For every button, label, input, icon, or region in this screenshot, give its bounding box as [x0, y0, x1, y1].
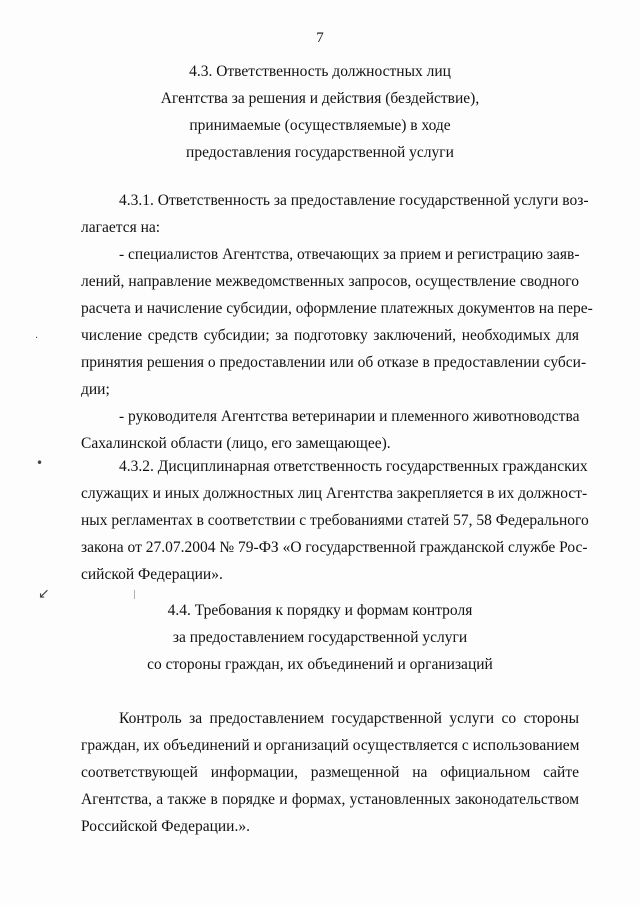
paragraph-control [81, 705, 579, 840]
text-line: соответствующей информации, размещенной на официальном сайте [81, 764, 579, 781]
heading-line: 4.4. Требования к порядку и формам контроля [167, 602, 473, 619]
heading-line: предоставления государственной услуги [186, 144, 454, 161]
text-line: - специалистов Агентства, отвечающих за прием и регистрацию заяв- [119, 246, 580, 263]
text-line: лений, направление межведомственных запросов, осуществление сводного [81, 273, 579, 290]
page-number: 7 [316, 30, 324, 46]
section-4-3-heading [0, 58, 640, 166]
text-line: расчета и начисление субсидии, оформление платежных документов на пере- [81, 300, 593, 317]
text-line: дии; [81, 381, 110, 398]
text-line: сийской Федерации». [81, 566, 223, 583]
heading-line: принимаемые (осуществляемые) в ходе [189, 117, 451, 134]
scan-speck: ↙ [38, 586, 50, 602]
text-line: - руководителя Агентства ветеринарии и племенного животноводства [119, 408, 580, 425]
paragraph-4-3-2 [81, 453, 589, 588]
scan-speck: | [133, 590, 137, 600]
scan-speck: · [35, 333, 39, 344]
text-line: Агентства, а также в порядке и формах, установленных законодательством [81, 791, 579, 808]
heading-line: 4.3. Ответственность должностных лиц [189, 63, 451, 80]
section-4-4-heading [0, 597, 640, 678]
text-line: принятия решения о предоставлении или об отказе в предоставлении субси- [81, 354, 587, 371]
text-line: служащих и иных должностных лиц Агентства закрепляется в их должност- [81, 485, 588, 502]
text-line: Российской Федерации.». [81, 818, 250, 835]
text-line: Контроль за предоставлением государственной услуги со стороны [119, 710, 579, 727]
text-line: граждан, их объединений и организаций осуществляется с использованием [81, 737, 580, 754]
text-line: лагается на: [81, 219, 161, 236]
heading-line: со стороны граждан, их объединений и организаций [147, 656, 493, 673]
text-line: ных регламентах в соответствии с требованиями статей 57, 58 Федерального [81, 512, 589, 529]
heading-line: за предоставлением государственной услуги [172, 629, 468, 646]
paragraph-4-3-1 [81, 187, 593, 457]
text-line: 4.3.2. Дисциплинарная ответственность государственных гражданских [119, 458, 588, 475]
scan-speck: • [36, 456, 44, 470]
text-line: закона от 27.07.2004 № 79-ФЗ «О государственной гражданской службе Рос- [81, 539, 588, 556]
text-line: Сахалинской области (лицо, его замещающее). [81, 435, 391, 452]
text-line: числение средств субсидии; за подготовку заключений, необходимых для [81, 327, 579, 344]
text-line: 4.3.1. Ответственность за предоставление государственной услуги воз- [119, 192, 589, 209]
heading-line: Агентства за решения и действия (бездействие), [160, 90, 480, 107]
